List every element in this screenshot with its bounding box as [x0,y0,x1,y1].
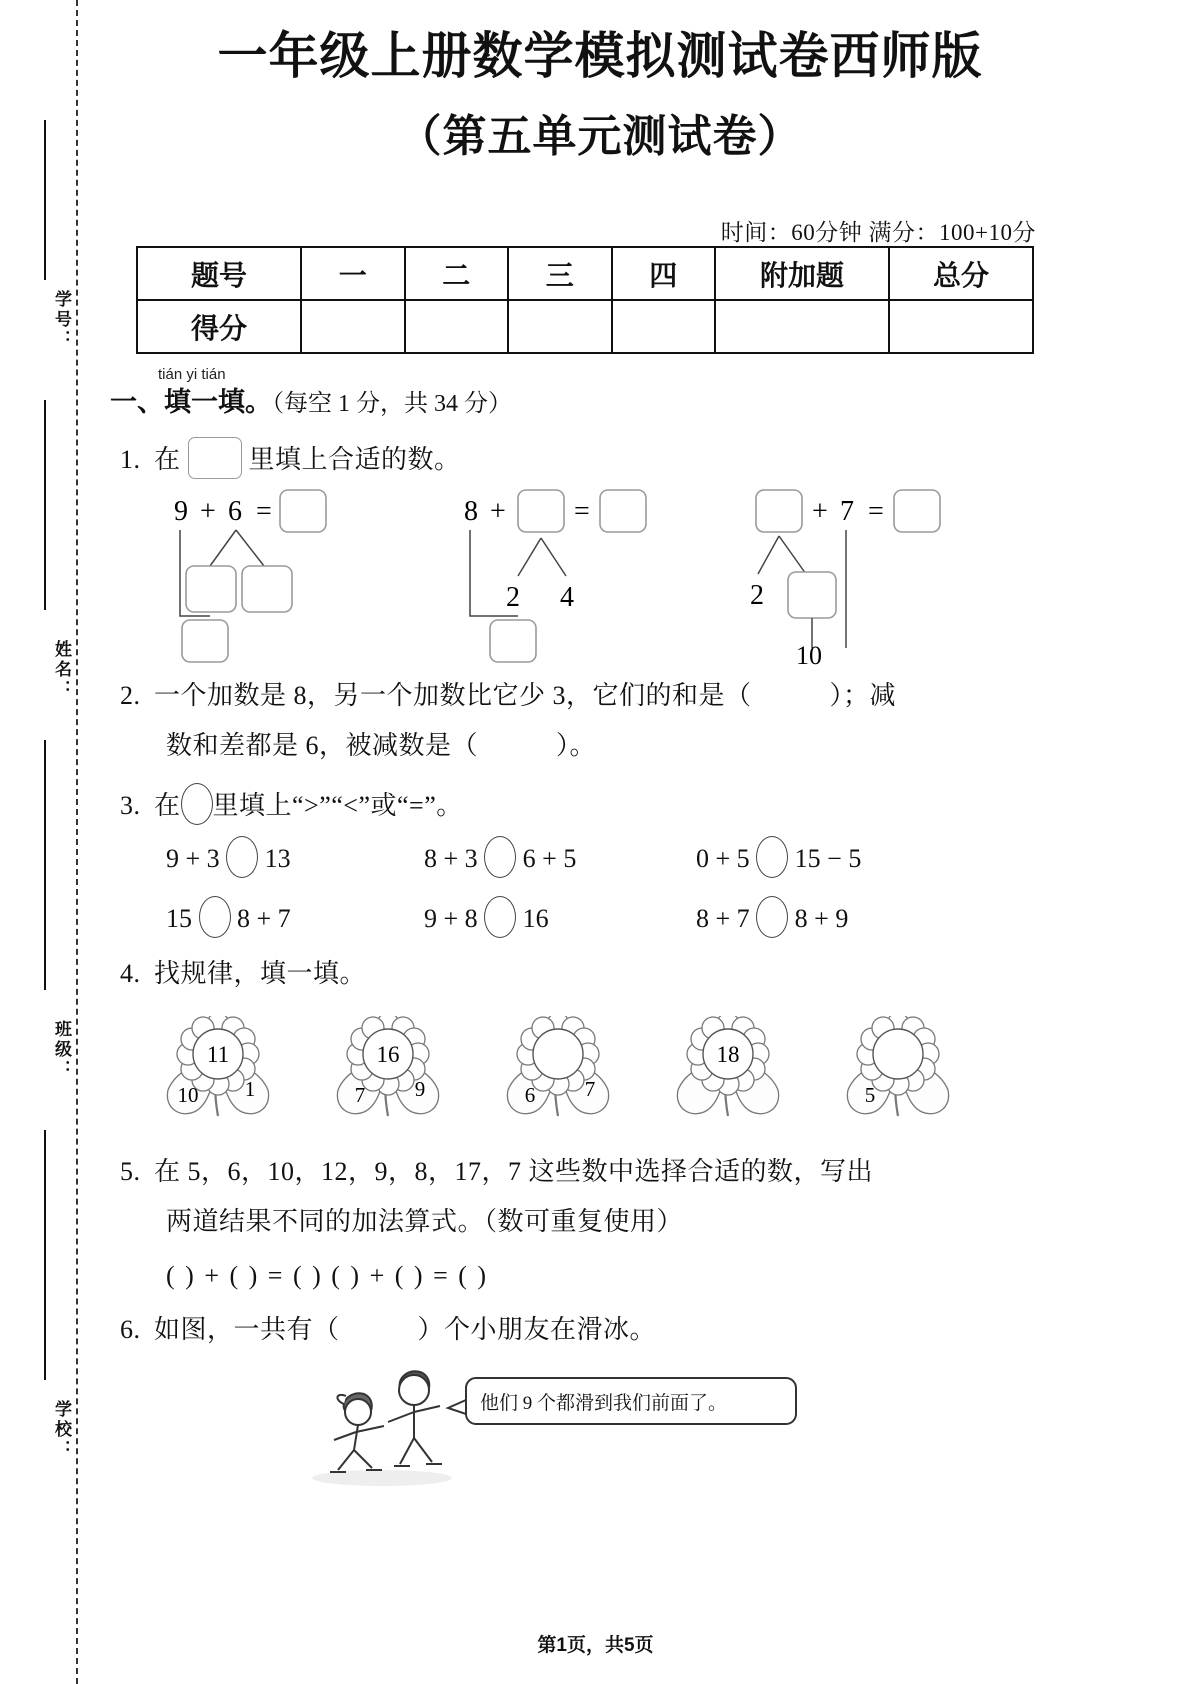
page-subtitle: （第五单元测试卷） [397,112,803,161]
score-cell-bonus[interactable] [715,300,889,353]
question-5-text-line2: 两道结果不同的加法算式。（数可重复使用） [166,1207,684,1236]
score-cell-3[interactable] [508,300,612,353]
boy-arm-left [388,1412,414,1422]
section1-heading [110,380,512,419]
bond3-sum-box [894,490,940,532]
boy-leg-left [400,1438,414,1464]
bond1-plus-sign: + [200,496,216,527]
score-cell-4[interactable] [612,300,716,353]
q3-r2c2-circle[interactable] [484,896,516,938]
score-table-row-label-score: 得分 [137,300,301,353]
bond2-result-box [490,620,536,662]
flower-2-leaf-right-value: 9 [414,1077,426,1101]
q3-r1c2-left: 8 + 3 [424,844,478,873]
score-table-col-4: 四 [612,247,716,300]
section1-pinyin: tián yi tián [158,366,226,383]
q3-r1c1-left: 9 + 3 [166,844,220,873]
boy-leg-right [414,1438,432,1462]
flower-1 [167,1016,268,1116]
question-6-text-b: ）个小朋友在滑冰。 [417,1315,657,1344]
q3-row-2-item-2 [424,896,549,938]
section1-points: （每空 1 分，共 34 分） [272,391,512,417]
girl-arm-left [334,1432,356,1440]
bond3-branch-right-box [788,572,836,618]
skating-illustration [290,1352,810,1492]
bond2-branch-left-line [518,538,541,576]
margin-rule-2 [44,400,46,610]
question-3-prompt [120,782,463,830]
bond1-branch-left-line [210,530,236,566]
flower-3-leaf-left-value: 6 [524,1083,536,1107]
q1-sample-answer-box[interactable] [188,437,242,479]
bond1-equals-sign: = [256,496,272,527]
number-bond-2 [462,486,702,666]
bond3-equals-sign: = [868,496,884,527]
bond1-branch-right-line [236,530,264,566]
bond1-result-box [182,620,228,662]
bond2-right-addend-box [518,490,564,532]
q3-r2c2-left: 9 + 8 [424,904,478,933]
bond2-left-addend: 8 [464,496,478,527]
score-table-col-2: 二 [405,247,509,300]
q3-r1c2-circle[interactable] [484,836,516,878]
number-bond-3 [750,486,1000,666]
score-table-row-label-number: 题号 [137,247,301,300]
bond3-branch-left-value: 2 [750,580,764,611]
margin-rule-4 [44,1130,46,1380]
bond3-left-addend-box [756,490,802,532]
question-2-line1-a: 一个加数是 8，另一个加数比它少 3，它们的和是（ [154,681,752,710]
flower-2-leaf-left-value: 7 [354,1083,366,1107]
page-title-block [100,26,1100,164]
speech-bubble-text: 他们 9 个都滑到我们前面了。 [480,1393,728,1414]
score-table-col-1: 一 [301,247,405,300]
section1-heading-text: 一、填一填。 [110,387,272,417]
margin-strip [0,0,100,1684]
girl-leg-right [354,1450,372,1468]
q3-sample-circle [181,783,213,825]
question-1-prompt [120,436,461,484]
bond2-branch-right-value: 4 [560,582,574,613]
boy-figure [388,1371,442,1466]
q3-r2c1-right: 8 + 7 [237,904,291,933]
flower-1-center-value: 11 [206,1042,230,1067]
question-4-text: 找规律，填一填。 [154,959,367,988]
score-cell-1[interactable] [301,300,405,353]
q3-r2c3-right: 8 + 9 [794,904,849,933]
q3-row-1-item-3 [696,836,861,878]
flower-3 [507,1016,608,1116]
q3-row-1-item-1 [166,836,291,878]
bond3-branch-right-line [779,536,806,574]
bond2-plus-sign: + [490,496,506,527]
q3-r1c1-circle[interactable] [226,836,258,878]
speech-bubble-tail [448,1400,466,1414]
question-3-number: 3. [120,791,141,820]
margin-label-class: 班级： [52,1020,71,1080]
q3-row-1-item-2 [424,836,576,878]
bond3-bottom-value: 10 [796,641,822,666]
bond2-equals-sign: = [574,496,590,527]
q3-r1c3-right: 15 − 5 [794,844,862,873]
question-6-number: 6. [120,1315,141,1344]
flower-pattern-group [150,1016,1070,1136]
girl-body [354,1425,358,1450]
question-1-text-b: 里填上合适的数。 [248,445,461,474]
score-table-score-row [137,300,1033,353]
girl-arm-right [356,1426,384,1432]
bond3-branch-left-line [758,536,779,574]
q3-r1c1-right: 13 [264,844,291,873]
q3-r2c3-left: 8 + 7 [696,904,750,933]
q3-r1c3-left: 0 + 5 [696,844,750,873]
speech-bubble [448,1378,796,1424]
question-6-text-a: 如图，一共有（ [154,1315,340,1344]
flower-4 [677,1016,778,1116]
q3-r1c2-right: 6 + 5 [522,844,577,873]
question-5-number: 5. [120,1157,141,1186]
bond1-right-addend: 6 [228,496,242,527]
margin-rule-3 [44,740,46,990]
question-2-line2-a: 数和差都是 6，被减数是（ [166,731,479,760]
page-footer: 第1页，共5页 [537,1635,654,1656]
score-table-header-row [137,247,1033,300]
q3-r2c2-right: 16 [522,904,549,933]
flower-5-leaf-left-value: 5 [864,1083,876,1107]
flower-1-leaf-right-value: 1 [244,1077,256,1101]
time-and-score-note: 时间：60分钟 满分：100+10分 [720,220,1036,245]
q3-r2c3-circle[interactable] [756,896,788,938]
question-4-number: 4. [120,959,141,988]
question-1-number: 1. [120,445,141,474]
question-2-line2 [166,722,1066,770]
q3-r1c3-circle[interactable] [756,836,788,878]
question-5-line1 [120,1148,1070,1196]
q3-r2c1-circle[interactable] [199,896,231,938]
flower-5 [847,1016,948,1116]
question-3-text: 在 [154,791,181,820]
margin-label-student-id: 学号： [52,290,71,350]
page-title: 一年级上册数学模拟测试卷西师版 [217,28,983,84]
flower-2-center-value: 16 [376,1042,400,1067]
score-cell-2[interactable] [405,300,509,353]
flower-3-leaf-right-value: 7 [584,1077,596,1101]
question-2-number: 2. [120,681,141,710]
flower-2 [337,1016,438,1116]
margin-rule-1 [44,120,46,280]
girl-head [345,1399,371,1425]
bond1-branch-left-box [186,566,236,612]
question-3-text2: 里填上“>”“<”或“=”。 [212,791,463,820]
bond3-right-addend: 7 [840,496,854,527]
q3-r2c1-left: 15 [166,904,192,933]
question-4-prompt [120,950,366,998]
bond1-sum-box [280,490,326,532]
score-cell-total[interactable] [889,300,1033,353]
bond2-sum-box [600,490,646,532]
girl-leg-left [338,1450,354,1470]
score-table-col-3: 三 [508,247,612,300]
boy-head [399,1375,429,1405]
dashed-fold-line [76,0,78,1684]
bond2-branch-left-value: 2 [506,582,520,613]
question-5-answer-line[interactable]: ( ) + ( ) = ( ) ( ) + ( ) = ( ) [166,1261,489,1290]
score-table-col-bonus: 附加题 [715,247,889,300]
margin-label-name: 姓名： [52,640,71,700]
bond3-plus-sign: + [812,496,828,527]
boy-arm-right [414,1406,440,1412]
flower-4-center-value: 18 [716,1042,740,1067]
question-2-line2-b: ）。 [556,731,597,760]
girl-figure [330,1393,384,1472]
bond1-branch-right-box [242,566,292,612]
score-table-col-total: 总分 [889,247,1033,300]
bond2-branch-right-line [541,538,566,576]
question-2 [120,672,1060,720]
question-5-text-line1: 在 5，6，10，12，9，8，17，7 这些数中选择合适的数，写出 [154,1157,874,1186]
q3-row-2-item-3 [696,896,848,938]
question-6-prompt [120,1306,656,1354]
bond1-left-addend: 9 [174,496,188,527]
q3-row-2-item-1 [166,896,291,938]
number-bond-1 [168,486,408,666]
question-1-text-a: 在 [154,445,181,474]
margin-label-school: 学校： [52,1400,71,1460]
flower-1-leaf-left-value: 10 [177,1083,199,1107]
score-table [136,246,1034,354]
question-2-line1-b: ）；减 [829,681,897,710]
question-5-line2 [166,1198,1066,1246]
